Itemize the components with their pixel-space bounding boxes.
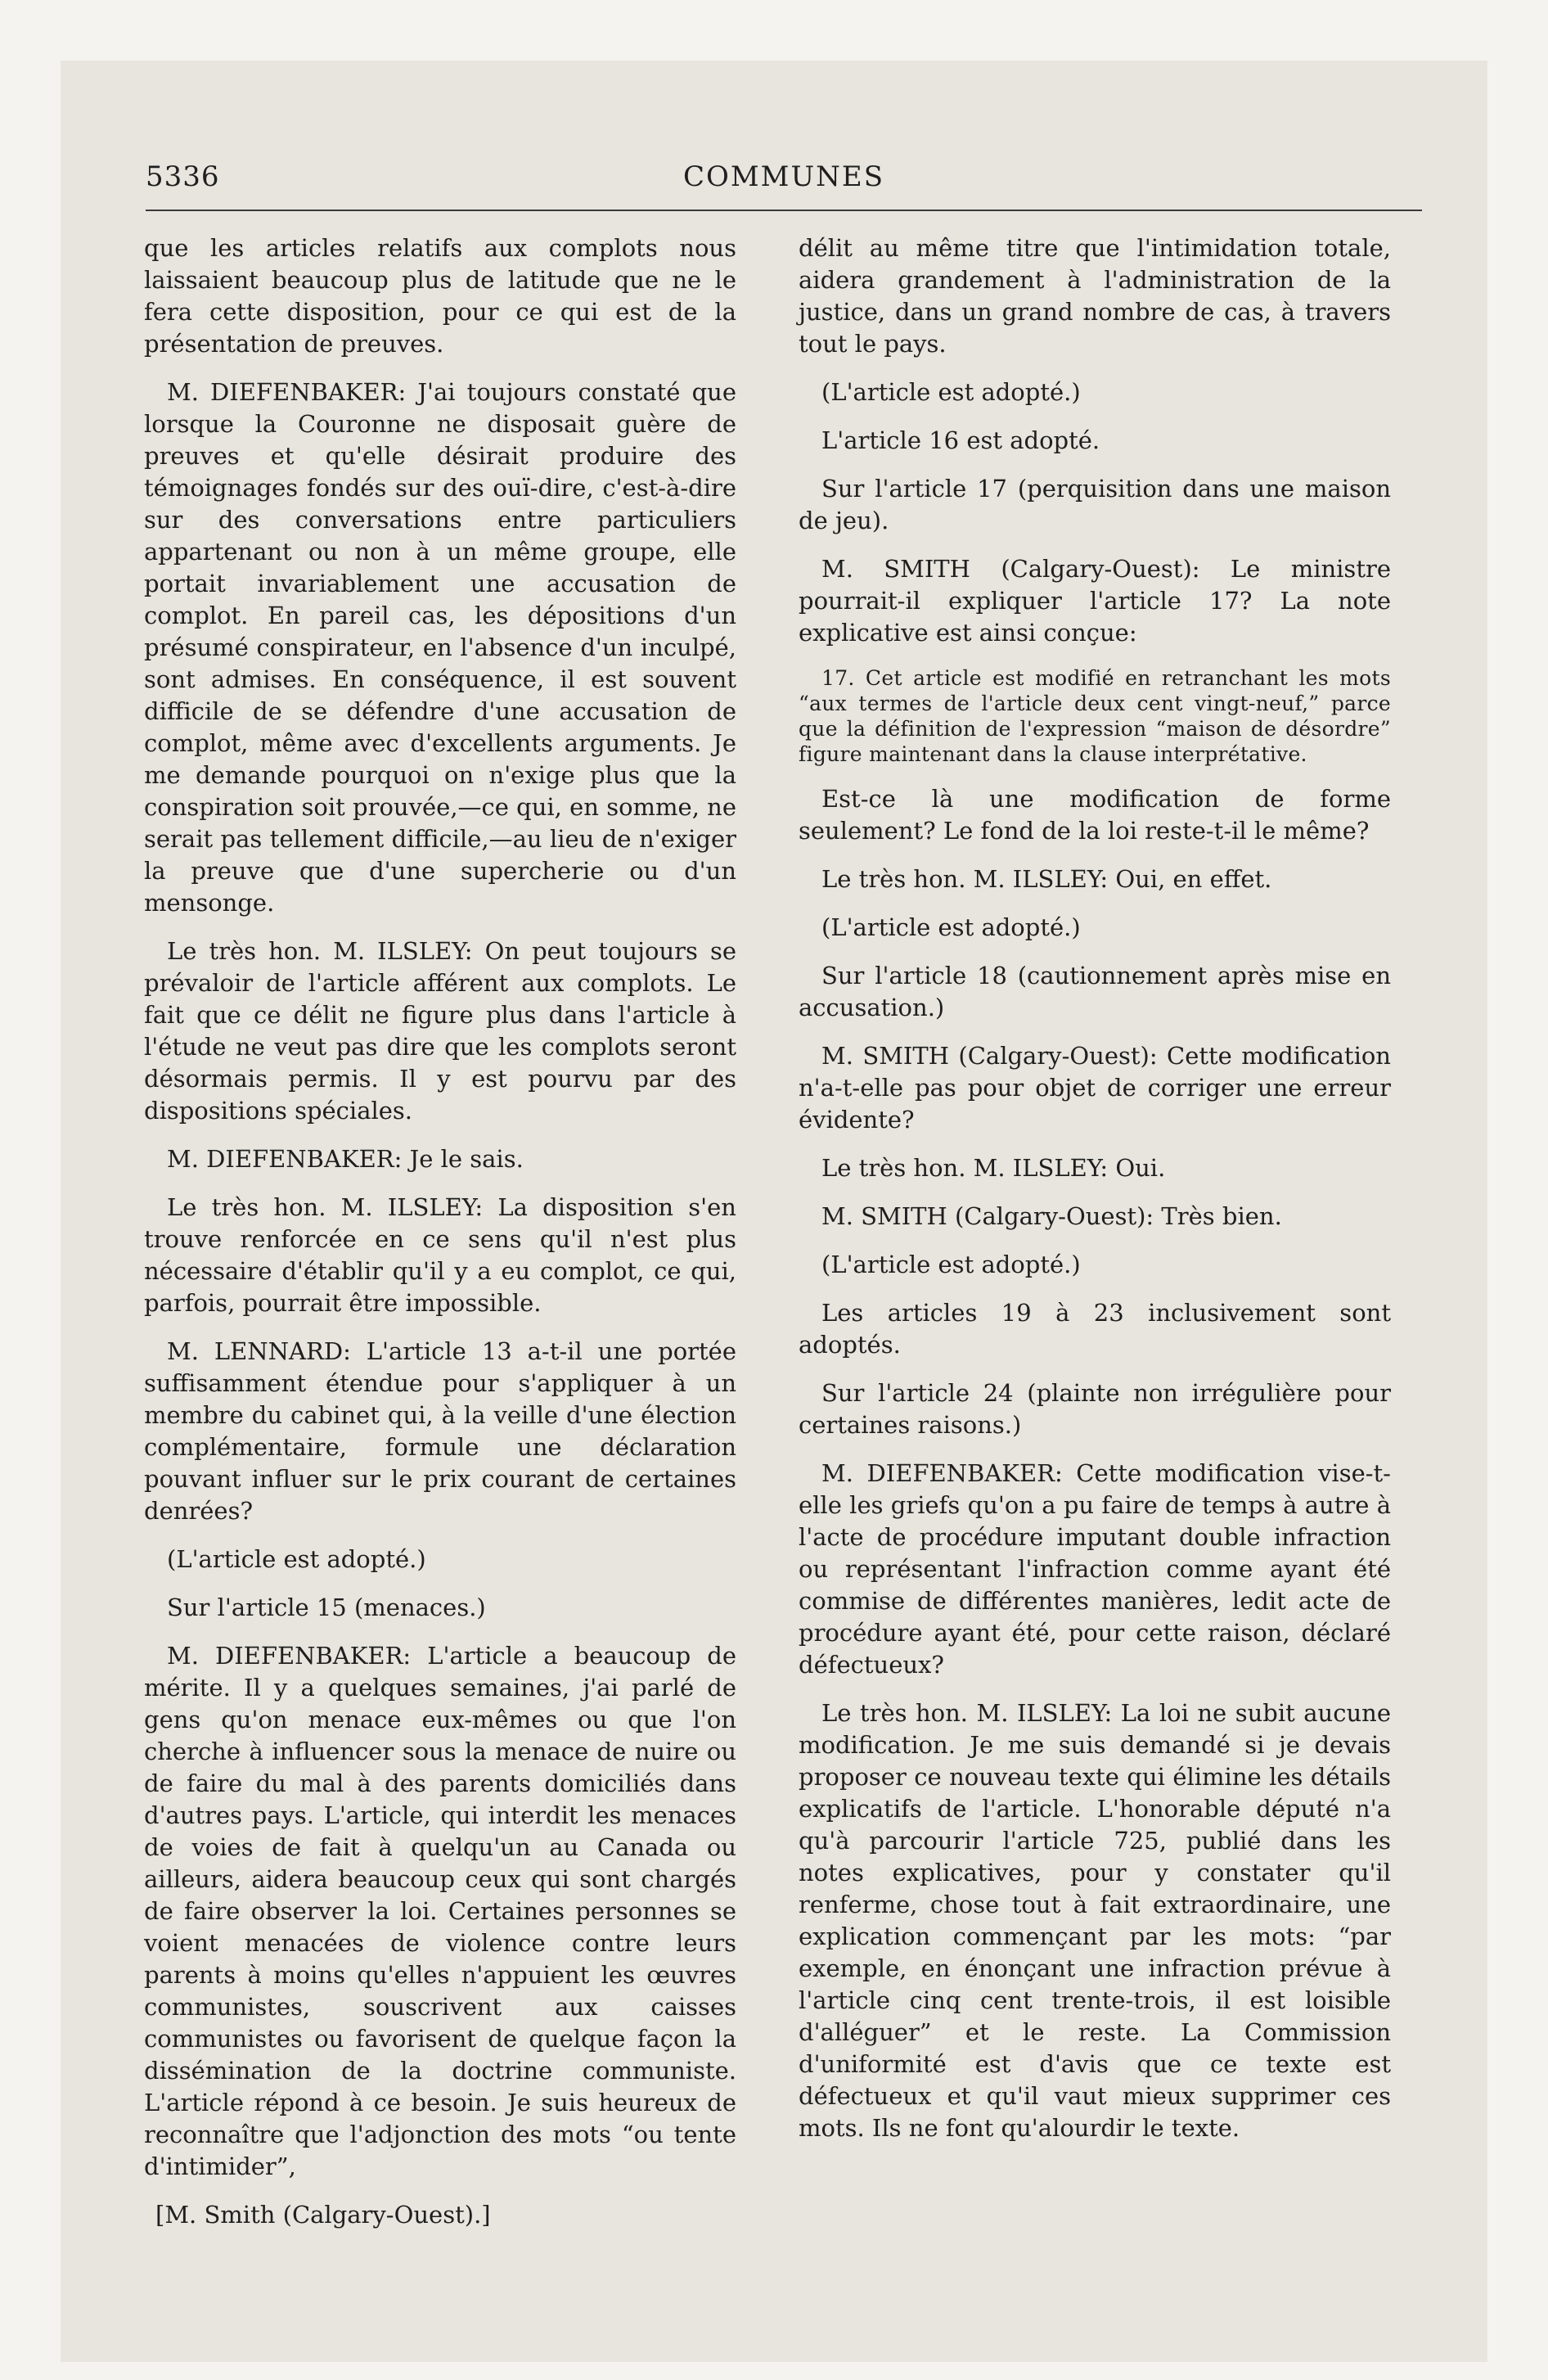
paragraph: Sur l'article 17 (perquisition dans une maison de jeu). <box>799 475 1391 534</box>
paragraph: (L'article est adopté.) <box>821 913 1081 941</box>
paragraph: que les articles relatifs aux complots nous laissaient beaucoup plus de latitude que ne le fera cette disposition, pour ce qui est de la présentation de preuves. <box>144 234 736 358</box>
explanatory-note-quote: 17. Cet article est modifié en retranchant les mots “aux termes de l'article deux cent vingt-neuf,” parce que la définition de l'expression “maison de désordre” figure maintenant dans la clause interprétative. <box>799 666 1391 766</box>
paragraph: délit au même titre que l'intimidation totale, aidera grandement à l'administration de la justice, dans un grand nombre de cas, à travers tout le pays. <box>799 234 1391 358</box>
page-number: 5336 <box>146 160 220 193</box>
paragraph: Sur l'article 15 (menaces.) <box>167 1593 486 1621</box>
paragraph: Le très hon. M. ILSLEY: On peut toujours se prévaloir de l'article afférent aux complots. Le fait que ce délit ne figure plus dans l'article à l'étude ne veut pas dire que les complots seront désormais permis. Il y est pourvu par des dispositions spéciales. <box>144 937 736 1125</box>
paragraph: M. SMITH (Calgary-Ouest): Cette modification n'a-t-elle pas pour objet de corriger une erreur évidente? <box>799 1042 1391 1134</box>
right-column <box>799 232 1391 2161</box>
paragraph: Le très hon. M. ILSLEY: Oui. <box>821 1154 1166 1182</box>
paragraph: Le très hon. M. ILSLEY: Oui, en effet. <box>821 865 1272 893</box>
paragraph: Les articles 19 à 23 inclusivement sont adoptés. <box>799 1299 1391 1359</box>
paragraph: M. DIEFENBAKER: L'article a beaucoup de mérite. Il y a quelques semaines, j'ai parlé de gens qu'on menace eux-mêmes ou que l'on cherche à influencer sous la menace de nuire ou de faire du mal à des parents domiciliés dans d'autres pays. L'article, qui interdit les menaces de voies de fait à quelqu'un au Canada ou ailleurs, aidera beaucoup ceux qui sont chargés de faire observer la loi. Certaines personnes se voient menacées de violence contre leurs parents à moins qu'elles n'appuient les œuvres communistes, souscrivent aux caisses communistes ou favorisent de quelque façon la dissémination de la doctrine communiste. L'article répond à ce besoin. Je suis heureux de reconnaître que l'adjonction des mots “ou tente d'intimider”, <box>144 1642 736 2180</box>
paragraph: Le très hon. M. ILSLEY: La disposition s'en trouve renforcée en ce sens qu'il n'est plus nécessaire d'établir qu'il y a eu complot, ce qui, parfois, pourrait être impossible. <box>144 1193 736 1317</box>
page-header <box>146 160 1422 211</box>
paragraph: M. DIEFENBAKER: Cette modification vise-t-elle les griefs qu'on a pu faire de temps à autre à l'acte de procédure imputant double infraction ou représentant l'infraction comme ayant été commise de différentes manières, ledit acte de procédure ayant été, pour cette raison, déclaré défectueux? <box>799 1459 1391 1679</box>
paragraph: (L'article est adopté.) <box>821 1251 1081 1278</box>
paragraph: M. DIEFENBAKER: Je le sais. <box>167 1145 524 1173</box>
paragraph: Sur l'article 24 (plainte non irrégulière pour certaines raisons.) <box>799 1379 1391 1439</box>
paragraph: (L'article est adopté.) <box>821 378 1081 406</box>
paragraph: M. SMITH (Calgary-Ouest): Le ministre pourrait-il expliquer l'article 17? La note explicative est ainsi conçue: <box>799 555 1391 647</box>
paragraph: Le très hon. M. ILSLEY: La loi ne subit aucune modification. Je me suis demandé si je devais proposer ce nouveau texte qui élimine les détails explicatifs de l'article. L'honorable député n'a qu'à parcourir l'article 725, publié dans les notes explicatives, pour y constater qu'il renferme, chose tout à fait extraordinaire, une explication commençant par les mots: “par exemple, en énonçant une infraction prévue à l'article cinq cent trente-trois, il est loisible d'alléguer” et le reste. La Commission d'uniformité est d'avis que ce texte est défectueux et qu'il vaut mieux supprimer ces mots. Ils ne font qu'alourdir le texte. <box>799 1699 1391 2142</box>
running-title: COMMUNES <box>682 160 885 193</box>
paragraph: M. LENNARD: L'article 13 a-t-il une portée suffisamment étendue pour s'appliquer à un membre du cabinet qui, à la veille d'une élection complémentaire, formule une déclaration pouvant influer sur le prix courant de certaines denrées? <box>144 1337 736 1525</box>
speaker-attribution: [M. Smith (Calgary-Ouest).] <box>155 2201 491 2229</box>
paragraph: Est-ce là une modification de forme seulement? Le fond de la loi reste-t-il le même? <box>799 785 1391 845</box>
paragraph: M. DIEFENBAKER: J'ai toujours constaté que lorsque la Couronne ne disposait guère de preuves et qu'elle désirait produire des témoignages fondés sur des ouï-dire, c'est-à-dire sur des conversations entre particuliers appartenant ou non à un même groupe, elle portait invariablement une accusation de complot. En pareil cas, les dépositions d'un présumé conspirateur, en l'absence d'un inculpé, sont admises. En conséquence, il est souvent difficile de se défendre d'une accusation de complot, même avec d'excellents arguments. Je me demande pourquoi on n'exige plus que la conspiration soit prouvée,—ce qui, en somme, ne serait pas tellement difficile,—au lieu de n'exiger la preuve que d'une supercherie ou d'un mensonge. <box>144 378 736 917</box>
paragraph: M. SMITH (Calgary-Ouest): Très bien. <box>821 1202 1282 1230</box>
left-column <box>144 232 736 2247</box>
paragraph: Sur l'article 18 (cautionnement après mise en accusation.) <box>799 962 1391 1021</box>
paragraph: (L'article est adopté.) <box>167 1545 426 1573</box>
paragraph: L'article 16 est adopté. <box>821 426 1100 454</box>
